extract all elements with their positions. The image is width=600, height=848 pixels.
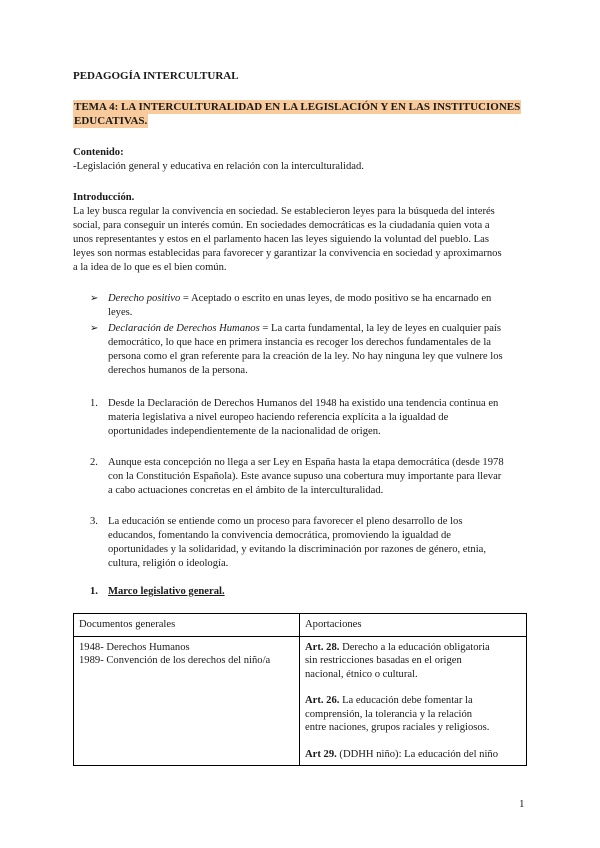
table-row — [74, 636, 527, 766]
document-entry: 1989- Convención de los derechos del niño/a — [79, 655, 271, 666]
article-28 — [305, 641, 521, 655]
bullet-term: Derecho positivo — [108, 293, 181, 304]
topic-heading-line2: EDUCATIVAS. — [74, 115, 148, 127]
article-text: (DDHH niño): La educación del niño — [336, 748, 498, 760]
page-number: 1 — [519, 798, 525, 810]
intro-line: leyes son normas establecidas para favorecer y garantizar la convivencia en sociedad y aproximarnos — [73, 248, 502, 259]
table-header-cell: Documentos generales — [74, 614, 300, 637]
article-label: Art. 28. — [305, 641, 340, 653]
list-item-line: Desde la Declaración de Derechos Humanos del 1948 ha existido una tendencia continua en — [108, 398, 499, 409]
intro-line: social, para conseguir un interés común. En sociedades democráticas es la ciudadanía quien vota a — [73, 220, 490, 231]
bullet-item-declaracion — [108, 322, 501, 336]
content-heading: Contenido: — [73, 147, 124, 158]
list-item-line: Aunque esta concepción no llega a ser Ley en España hasta la etapa democrática (desde 1978 — [108, 457, 504, 468]
bullet-arrow-icon: ➢ — [90, 323, 99, 334]
list-item-line: materia legislativa a nivel europeo haciendo referencia explícita a la igualdad de — [108, 412, 449, 423]
intro-line: La ley busca regular la convivencia en sociedad. Se establecieron leyes para la búsqueda del interés — [73, 206, 495, 217]
article-text: Derecho a la educación obligatoria — [339, 641, 490, 653]
intro-line: unos representantes y estos en el parlamento hacen las leyes siguiendo la voluntad del pueblo. Las — [73, 234, 489, 245]
intro-heading: Introducción. — [73, 192, 135, 203]
article-text: entre naciones, grupos raciales y religiosos. — [305, 722, 490, 733]
list-item-line: cultura, religión o ideología. — [108, 558, 229, 569]
bullet-item-derecho-positivo — [108, 292, 491, 306]
list-number: 2. — [90, 457, 98, 468]
legislation-table — [73, 613, 527, 766]
table-cell-contributions — [300, 636, 527, 766]
article-text: La educación debe fomentar la — [339, 695, 473, 706]
article-text: comprensión, la tolerancia y la relación — [305, 708, 473, 720]
list-number: 3. — [90, 516, 98, 527]
bullet-text-continued: leyes. — [108, 307, 133, 318]
section-number: 1. — [90, 586, 98, 597]
table-cell-documents — [74, 636, 300, 766]
bullet-text: = La carta fundamental, la ley de leyes en cualquier país — [259, 323, 502, 334]
section-title: Marco legislativo general. — [108, 586, 225, 597]
list-item-line: La educación se entiende como un proceso para favorecer el pleno desarrollo de los — [108, 516, 463, 527]
article-26 — [305, 694, 521, 708]
list-item-line: a cabo actuaciones concretas en el ámbito de la interculturalidad. — [108, 485, 384, 496]
list-item-line: oportunidades y la solidaridad, y evitando la discriminación por razones de género, etnia, — [108, 544, 487, 555]
intro-line: a la idea de lo que es el bien común. — [73, 262, 227, 273]
article-text: nacional, étnico o cultural. — [305, 668, 418, 680]
list-item-line: con la Constitución Española). Este avance supuso una cobertura muy importante para llevar — [108, 471, 502, 482]
list-item-line: educandos, fomentando la convivencia democrática, promoviendo la igualdad de — [108, 530, 451, 541]
bullet-text-continued: derechos humanos de la persona. — [108, 365, 248, 376]
table-header-row — [74, 614, 527, 637]
list-number: 1. — [90, 398, 98, 409]
bullet-text-continued: democrático, lo que hace en primera instancia es recoger los derechos fundamentales de la — [108, 337, 491, 348]
article-label: Art 29. — [305, 748, 337, 760]
bullet-term: Declaración de Derechos Humanos — [108, 323, 260, 334]
document-entry: 1948- Derechos Humanos — [79, 641, 190, 653]
article-text: sin restricciones basadas en el origen — [305, 655, 462, 666]
article-29 — [305, 748, 521, 762]
bullet-text: = Aceptado o escrito en unas leyes, de modo positivo se ha encarnado en — [180, 293, 492, 304]
content-text: -Legislación general y educativa en relación con la interculturalidad. — [73, 161, 364, 172]
bullet-arrow-icon: ➢ — [90, 293, 99, 304]
article-label: Art. 26. — [305, 695, 340, 706]
table-header-cell: Aportaciones — [300, 614, 527, 637]
document-title: PEDAGOGÍA INTERCULTURAL — [73, 70, 239, 82]
bullet-text-continued: persona como el gran referente para la creación de la ley. No hay ninguna ley que vulnere los — [108, 351, 503, 362]
topic-heading-line1: TEMA 4: LA INTERCULTURALIDAD EN LA LEGISLACIÓN Y EN LAS INSTITUCIONES — [74, 101, 521, 113]
list-item-line: oportunidades independientemente de la nacionalidad de origen. — [108, 426, 381, 437]
